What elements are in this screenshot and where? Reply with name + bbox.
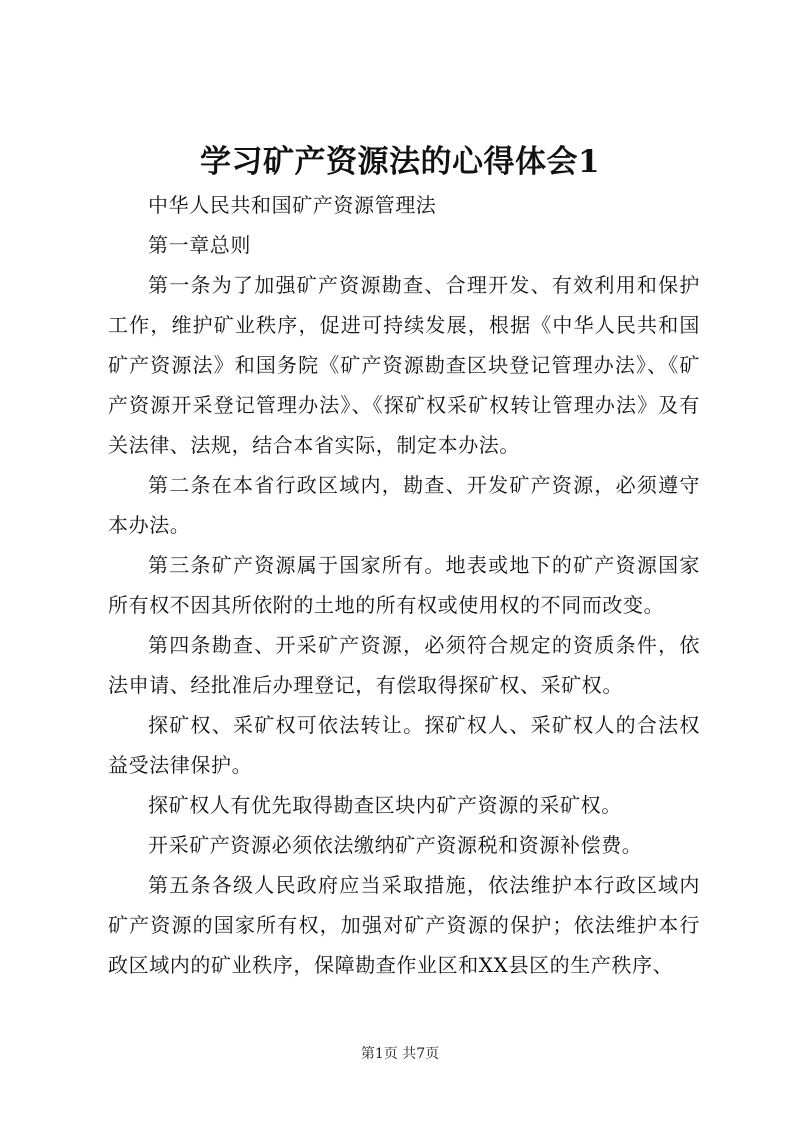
paragraph-article-1: 第一条为了加强矿产资源勘查、合理开发、有效利用和保护工作，维护矿业秩序，促进可持续发展，根据《中华人民共和国矿产资源法》和国务院《矿产资源勘查区块登记管理办法》、《矿产资源开采登记管理办法》、《探矿权采矿权转让管理办法》及有关法律、法规，结合本省实际，制定本办法。 xyxy=(108,273,700,457)
paragraph-article-4: 第四条勘查、开采矿产资源，必须符合规定的资质条件，依法申请、经批准后办理登记，有偿取得探矿权、采矿权。 xyxy=(108,633,700,697)
paragraph-transfer-rights: 探矿权、采矿权可依法转让。探矿权人、采矿权人的合法权益受法律保护。 xyxy=(108,713,700,777)
paragraph-chapter-heading: 第一章总则 xyxy=(148,233,251,257)
paragraph-article-5: 第五条各级人民政府应当采取措施，依法维护本行政区域内矿产资源的国家所有权，加强对矿产资源的保护；依法维护本行政区域内的矿业秩序，保障勘查作业区和XX县区的生产秩序、 xyxy=(108,873,700,977)
paragraph-tax-fees: 开采矿产资源必须依法缴纳矿产资源税和资源补偿费。 xyxy=(148,833,643,857)
page-number-footer: 第1页 共7页 xyxy=(360,1046,440,1062)
paragraph-article-3: 第三条矿产资源属于国家所有。地表或地下的矿产资源国家所有权不因其所依附的土地的所有权或使用权的不同而改变。 xyxy=(108,553,700,617)
document-title: 学习矿产资源法的心得体会1 xyxy=(199,144,601,180)
paragraph-law-name: 中华人民共和国矿产资源管理法 xyxy=(148,193,437,217)
document-body xyxy=(108,185,700,985)
paragraph-article-2: 第二条在本省行政区域内，勘查、开发矿产资源，必须遵守本办法。 xyxy=(108,473,700,537)
paragraph-priority-right: 探矿权人有优先取得勘查区块内矿产资源的采矿权。 xyxy=(148,793,622,817)
